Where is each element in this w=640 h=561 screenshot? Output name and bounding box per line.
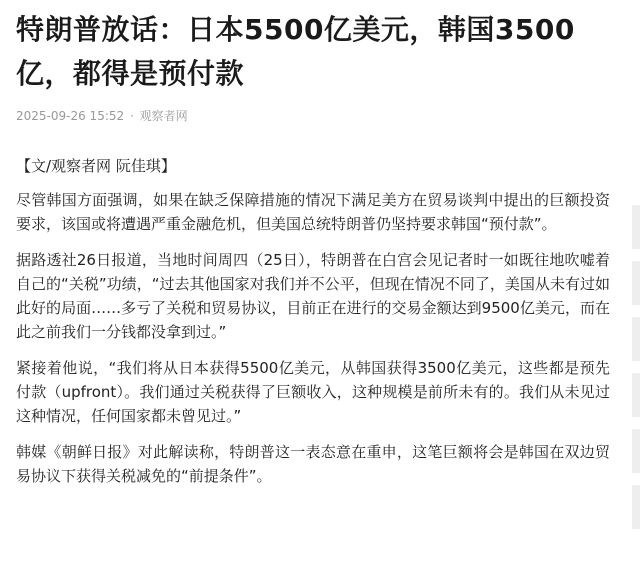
sidebar-edge [628,205,640,561]
article [16,0,610,488]
byline: 【文/观察者网 阮佳琪】 [16,157,176,175]
sidebar-edge-block [632,485,640,529]
sidebar-edge-block [632,261,640,305]
publish-date: 2025-09-26 15:52 [16,109,125,123]
paragraph-1: 尽管韩国方面强调，如果在缺乏保障措施的情况下满足美方在贸易谈判中提出的巨额投资要求，该国或将遭遇严重金融危机，但美国总统特朗普仍坚持要求韩国“预付款”。 [16,191,610,233]
paragraph-4: 韩媒《朝鲜日报》对此解读称，特朗普这一表态意在重申，这笔巨额将会是韩国在双边贸易协议下获得关税减免的“前提条件”。 [16,443,610,485]
article-meta [16,108,610,124]
sidebar-edge-block [632,317,640,361]
paragraph-3: 紧接着他说，“我们将从日本获得5500亿美元，从韩国获得3500亿美元，这些都是预先付款（upfront）。我们通过关税获得了巨额收入，这种规模是前所未有的。我们从未见过这种情况，任何国家都未曾见过。” [16,359,610,425]
paragraph-2: 据路透社26日报道，当地时间周四（25日），特朗普在白宫会见记者时一如既往地吹嘘着自己的“关税”功绩，“过去其他国家对我们并不公平，但现在情况不同了，美国从未有过如此好的局面……多亏了关税和贸易协议，目前正在进行的交易金额达到9500亿美元，而在此之前我们一分钱都没拿到过。” [16,251,610,341]
article-title: 特朗普放话：日本5500亿美元，韩国3500亿，都得是预付款 [16,13,575,90]
sidebar-edge-block [632,373,640,417]
meta-separator: · [129,109,134,123]
sidebar-edge-block [632,429,640,473]
source-name: 观察者网 [139,109,188,123]
sidebar-edge-block [632,205,640,249]
